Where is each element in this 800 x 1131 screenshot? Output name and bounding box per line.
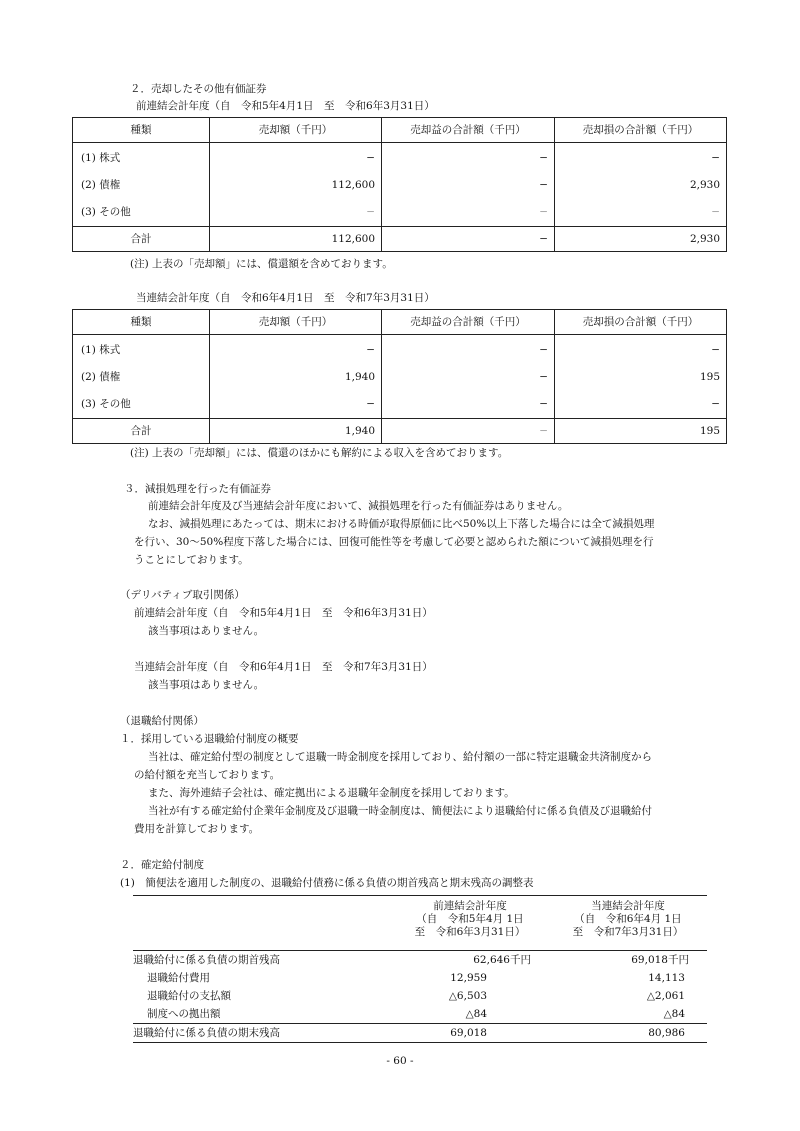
impairment-paragraph-2-line-3: うことにしております。: [134, 554, 249, 566]
retirement-subheading-1: １．採用している退職給付制度の概要: [120, 733, 299, 745]
derivatives-prev-text: 該当事項はありません。: [148, 625, 265, 637]
header-loss: 売却損の合計額（千円）: [555, 118, 727, 143]
cur-value: △84: [549, 1005, 707, 1024]
column-header-prev-title: 前連結会計年度: [433, 900, 507, 912]
column-header-cur-from: （自 令和6年4月 1日: [574, 913, 682, 926]
column-header-cur-title: 当連結会計年度: [591, 900, 665, 912]
cur-period-label: 当連結会計年度（自 令和6年4月1日 至 令和7年3月31日）: [136, 292, 435, 304]
total-row: [133, 1024, 707, 1043]
cur-value: △2,061: [646, 989, 685, 1002]
prev-value: △84: [391, 1005, 549, 1024]
header-type: 種類: [73, 310, 210, 335]
column-header-cur-to: 至 令和7年3月31日）: [572, 926, 684, 939]
table-row: [133, 969, 707, 987]
table-row: [133, 987, 707, 1005]
table-row: [73, 143, 727, 173]
prev-value: 12,959: [450, 971, 487, 984]
retirement-paragraph-1-line-1: 当社は、確定給付型の制度として退職一時金制度を採用しており、給付額の一部に特定退職金共済制度から: [148, 751, 652, 763]
total-loss: 195: [555, 419, 727, 444]
header-sale: 売却額（千円）: [210, 310, 382, 335]
column-header-cur: [549, 896, 707, 951]
row-label: 退職給付に係る負債の期末残高: [133, 1024, 391, 1043]
prev-table-note: (注) 上表の「売却額」には、償還額を含めております。: [130, 258, 393, 270]
retirement-paragraph-3-line-2: 費用を計算しております。: [134, 823, 260, 835]
gain-value: −: [382, 172, 555, 199]
header-loss: 売却損の合計額（千円）: [555, 310, 727, 335]
row-label: (2) 債権: [73, 172, 210, 199]
loss-value: 195: [555, 364, 727, 391]
loss-value: −: [555, 143, 727, 173]
impairment-paragraph-1: 前連結会計年度及び当連結会計年度において、減損処理を行った有価証券はありません。: [148, 500, 569, 512]
column-header-prev: [391, 896, 549, 951]
cur-value: 14,113: [648, 971, 685, 984]
table-row: [133, 951, 707, 970]
gain-value: −: [382, 143, 555, 173]
table-row: [133, 1005, 707, 1024]
derivatives-cur-text: 該当事項はありません。: [148, 679, 265, 691]
sale-value: 112,600: [210, 172, 382, 199]
loss-value: −: [555, 391, 727, 419]
row-label: 退職給付に係る負債の期首残高: [133, 953, 280, 966]
row-label: (2) 債権: [73, 364, 210, 391]
gain-value: −: [382, 335, 555, 365]
section-heading-retirement: （退職給付関係）: [120, 715, 204, 727]
derivatives-prev-period: 前連結会計年度（自 令和5年4月1日 至 令和6年3月31日）: [134, 607, 433, 619]
total-loss: 2,930: [555, 227, 727, 252]
sale-value: −: [210, 199, 382, 227]
prev-value: 62,646千円: [473, 953, 531, 966]
loss-value: −: [555, 335, 727, 365]
sale-value: 1,940: [210, 364, 382, 391]
prev-value: 69,018: [391, 1024, 549, 1043]
column-header-prev-to: 至 令和6年3月31日）: [414, 926, 526, 939]
retirement-reconciliation-table: [133, 895, 707, 1043]
table-row: [73, 391, 727, 419]
derivatives-cur-period: 当連結会計年度（自 令和6年4月1日 至 令和7年3月31日）: [134, 661, 433, 673]
prev-period-label: 前連結会計年度（自 令和5年4月1日 至 令和6年3月31日）: [136, 100, 435, 112]
impairment-paragraph-2-line-2: を行い、30～50%程度下落した場合には、回復可能性等を考慮して必要と認められた額について減損処理を行: [134, 536, 654, 548]
retirement-paragraph-1-line-2: の給付額を充当しております。: [134, 769, 281, 781]
gain-value: −: [382, 199, 555, 227]
total-gain: −: [382, 227, 555, 252]
cur-table-note: (注) 上表の「売却額」には、償還のほかにも解約による収入を含めております。: [130, 447, 509, 459]
total-sale: 1,940: [210, 419, 382, 444]
row-label: (3) その他: [73, 199, 210, 227]
prev-value: △6,503: [448, 989, 487, 1002]
section-heading-derivatives: （デリバティブ取引関係）: [120, 589, 245, 601]
header-gain: 売却益の合計額（千円）: [382, 310, 555, 335]
total-label: 合計: [73, 227, 210, 252]
row-label: 退職給付費用: [147, 971, 210, 984]
column-header-prev-from: （自 令和5年4月 1日: [416, 913, 524, 926]
sale-value: −: [210, 335, 382, 365]
loss-value: 2,930: [555, 172, 727, 199]
prev-sold-securities-table: [72, 117, 727, 252]
total-gain: −: [382, 419, 555, 444]
cur-value: 69,018千円: [631, 953, 689, 966]
row-label: 退職給付の支払額: [147, 989, 231, 1002]
header-gain: 売却益の合計額（千円）: [382, 118, 555, 143]
retirement-paragraph-2: また、海外連結子会社は、確定拠出による退職年金制度を採用しております。: [148, 787, 515, 799]
row-label: (3) その他: [73, 391, 210, 419]
row-label: (1) 株式: [73, 335, 210, 365]
retirement-subheading-2: ２．確定給付制度: [120, 859, 204, 871]
table-row: [73, 335, 727, 365]
gain-value: −: [382, 364, 555, 391]
sale-value: −: [210, 391, 382, 419]
sale-value: −: [210, 143, 382, 173]
retirement-paragraph-3-line-1: 当社が有する確定給付企業年金制度及び退職一時金制度は、簡便法により退職給付に係る負債及び退職給付: [148, 805, 652, 817]
cur-value: 80,986: [549, 1024, 707, 1043]
page-number: - 60 -: [386, 1055, 414, 1067]
table-row: [73, 199, 727, 227]
gain-value: −: [382, 391, 555, 419]
table-row: [73, 364, 727, 391]
loss-value: −: [555, 199, 727, 227]
retirement-subheading-2-1: (1) 簡便法を適用した制度の、退職給付債務に係る負債の期首残高と期末残高の調整表: [120, 877, 534, 889]
total-label: 合計: [73, 419, 210, 444]
row-label: 制度への拠出額: [133, 1005, 391, 1024]
total-sale: 112,600: [210, 227, 382, 252]
table-row: [73, 172, 727, 199]
section-heading-sold-securities: ２．売却したその他有価証券: [130, 83, 267, 95]
cur-sold-securities-table: [72, 309, 727, 444]
section-heading-impairment: ３．減損処理を行った有価証券: [124, 483, 271, 495]
header-sale: 売却額（千円）: [210, 118, 382, 143]
total-row: [73, 419, 727, 444]
total-row: [73, 227, 727, 252]
row-label: (1) 株式: [73, 143, 210, 173]
impairment-paragraph-2-line-1: なお、減損処理にあたっては、期末における時価が取得原価に比べ50%以上下落した場合には全て減損処理: [148, 518, 655, 530]
header-type: 種類: [73, 118, 210, 143]
